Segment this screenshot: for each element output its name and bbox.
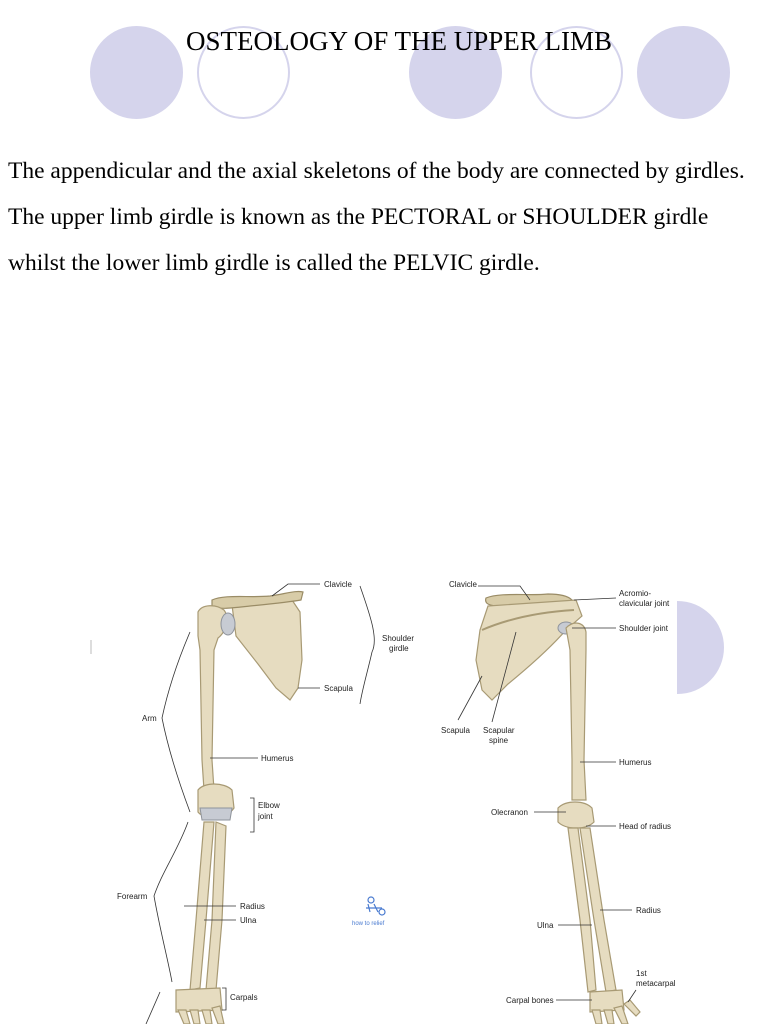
left-skeleton: [176, 591, 303, 1024]
label-clavicular-joint: clavicular joint: [619, 599, 670, 608]
label-forearm: Forearm: [117, 892, 148, 901]
label-carpal-bones: Carpal bones: [506, 996, 554, 1005]
label-scapula-right: Scapula: [441, 726, 470, 735]
label-radius-right: Radius: [636, 906, 661, 915]
upper-limb-diagram: [0, 560, 768, 1024]
label-olecranon: Olecranon: [491, 808, 528, 817]
label-1st: 1st: [636, 969, 647, 978]
label-elbow: Elbow: [258, 801, 280, 810]
label-metacarpal: metacarpal: [636, 979, 676, 988]
label-arm: Arm: [142, 714, 157, 723]
label-spine: spine: [489, 736, 509, 745]
label-girdle-left: girdle: [389, 644, 409, 653]
label-head-of-radius: Head of radius: [619, 822, 672, 831]
watermark-text: how to relief: [352, 921, 385, 927]
label-clavicle-left: Clavicle: [324, 580, 353, 589]
label-carpals: Carpals: [230, 993, 258, 1002]
label-ulna-right: Ulna: [537, 921, 554, 930]
label-humerus-left: Humerus: [261, 754, 294, 763]
label-acromio: Acromio-: [619, 589, 652, 598]
label-elbow-joint: joint: [258, 812, 273, 821]
label-ulna-left: Ulna: [240, 916, 257, 925]
label-scapular: Scapular: [483, 726, 515, 735]
page-title: OSTEOLOGY OF THE UPPER LIMB: [185, 26, 613, 56]
label-shoulder-left: Shoulder: [382, 634, 415, 643]
label-radius-left: Radius: [240, 902, 265, 911]
label-humerus-right: Humerus: [619, 758, 652, 767]
label-clavicle-right: Clavicle: [449, 580, 478, 589]
label-shoulder-joint: Shoulder joint: [619, 624, 668, 633]
label-scapula-left: Scapula: [324, 684, 353, 693]
watermark-logo: [352, 897, 385, 927]
intro-paragraph: The appendicular and the axial skeletons of the body are connected by girdles. The upper limb girdle is known as the PECTORAL or SHOULDER girdle whilst the lower limb girdle is called the PELVIC girdle.: [8, 158, 745, 276]
